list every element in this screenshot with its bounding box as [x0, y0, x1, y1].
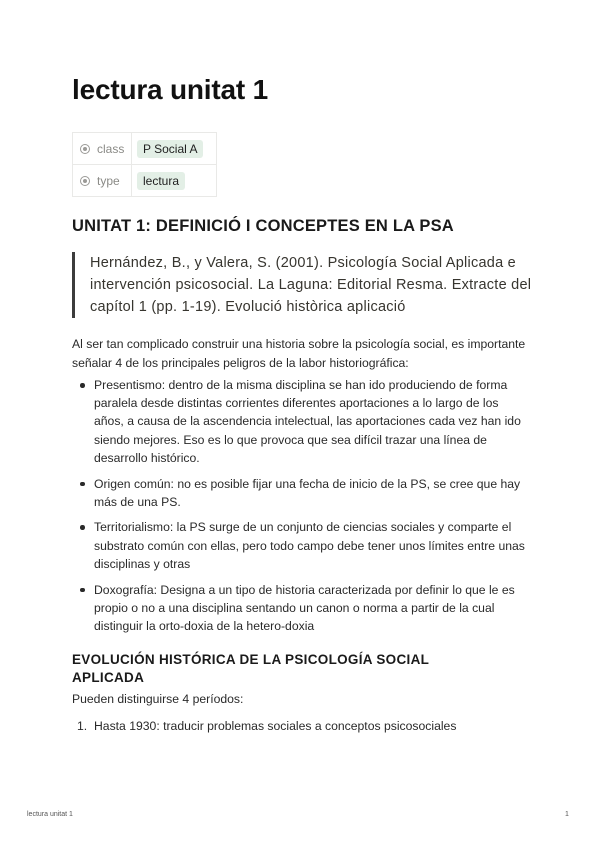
list-item: Presentismo: dentro de la misma disciplina se han ido produciendo de forma paralela desde distintas corrientes diferentes aportaciones a lo largo de los años, a causa de la ascendencia intelectual, las aportaciones cada vez han ido siendo mejores. Eso es lo que provoca que sea difícil trazar una línea de desarrollo histórico.: [72, 376, 528, 467]
list-item: Territorialismo: la PS surge de un conjunto de ciencias sociales y comparte el substrato común con ellas, pero todo campo debe tener unos límites entre unas disciplinas y otras: [72, 518, 528, 573]
property-row-type: [73, 165, 217, 197]
property-icon: [80, 176, 90, 186]
property-row-class: [73, 133, 217, 165]
citation-quote: Hernández, B., y Valera, S. (2001). Psicología Social Aplicada e intervención psicosocial. La Laguna: Editorial Resma. Extracte del capítol 1 (pp. 1-19). Evolució històrica aplicació: [72, 252, 540, 318]
property-key-cell: [73, 165, 132, 197]
property-value-cell[interactable]: [132, 165, 217, 197]
risks-list: [72, 376, 528, 643]
periods-list: [72, 719, 528, 733]
section-heading-evolucion: EVOLUCIÓN HISTÓRICA DE LA PSICOLOGÍA SOCIAL APLICADA: [72, 652, 429, 685]
footer-page-number: 1: [565, 811, 569, 818]
property-key: class: [97, 141, 125, 156]
intro-paragraph: Al ser tan complicado construir una historia sobre la psicología social, es importante señalar 4 de los principales peligros de la labor historiográfica:: [72, 337, 526, 370]
periods-intro: Pueden distinguirse 4 períodos:: [72, 692, 244, 706]
list-item: Origen común: no es posible fijar una fecha de inicio de la PS, se cree que hay más de una PS.: [72, 475, 528, 511]
page-title: lectura unitat 1: [72, 74, 268, 105]
property-tag[interactable]: P Social A: [137, 140, 203, 158]
property-icon: [80, 144, 90, 154]
list-item: Doxografía: Designa a un tipo de historia caracterizada por definir lo que le es propio o no a una disciplina sentando un canon o norma a partir de la cual distinguir la orto-doxia de la hetero-doxia: [72, 581, 528, 636]
footer-doc-name: lectura unitat 1: [27, 811, 73, 818]
list-number: 1.: [77, 719, 88, 733]
section-heading-unitat-1: UNITAT 1: DEFINICIÓ I CONCEPTES EN LA PSA: [72, 217, 454, 235]
property-key-cell: [73, 133, 132, 165]
list-item: [72, 719, 528, 733]
property-key: type: [97, 173, 120, 188]
property-value-cell[interactable]: [132, 133, 217, 165]
list-item-text: Hasta 1930: traducir problemas sociales a conceptos psicosociales: [94, 719, 457, 733]
property-tag[interactable]: lectura: [137, 172, 185, 190]
properties-table: [72, 132, 217, 197]
